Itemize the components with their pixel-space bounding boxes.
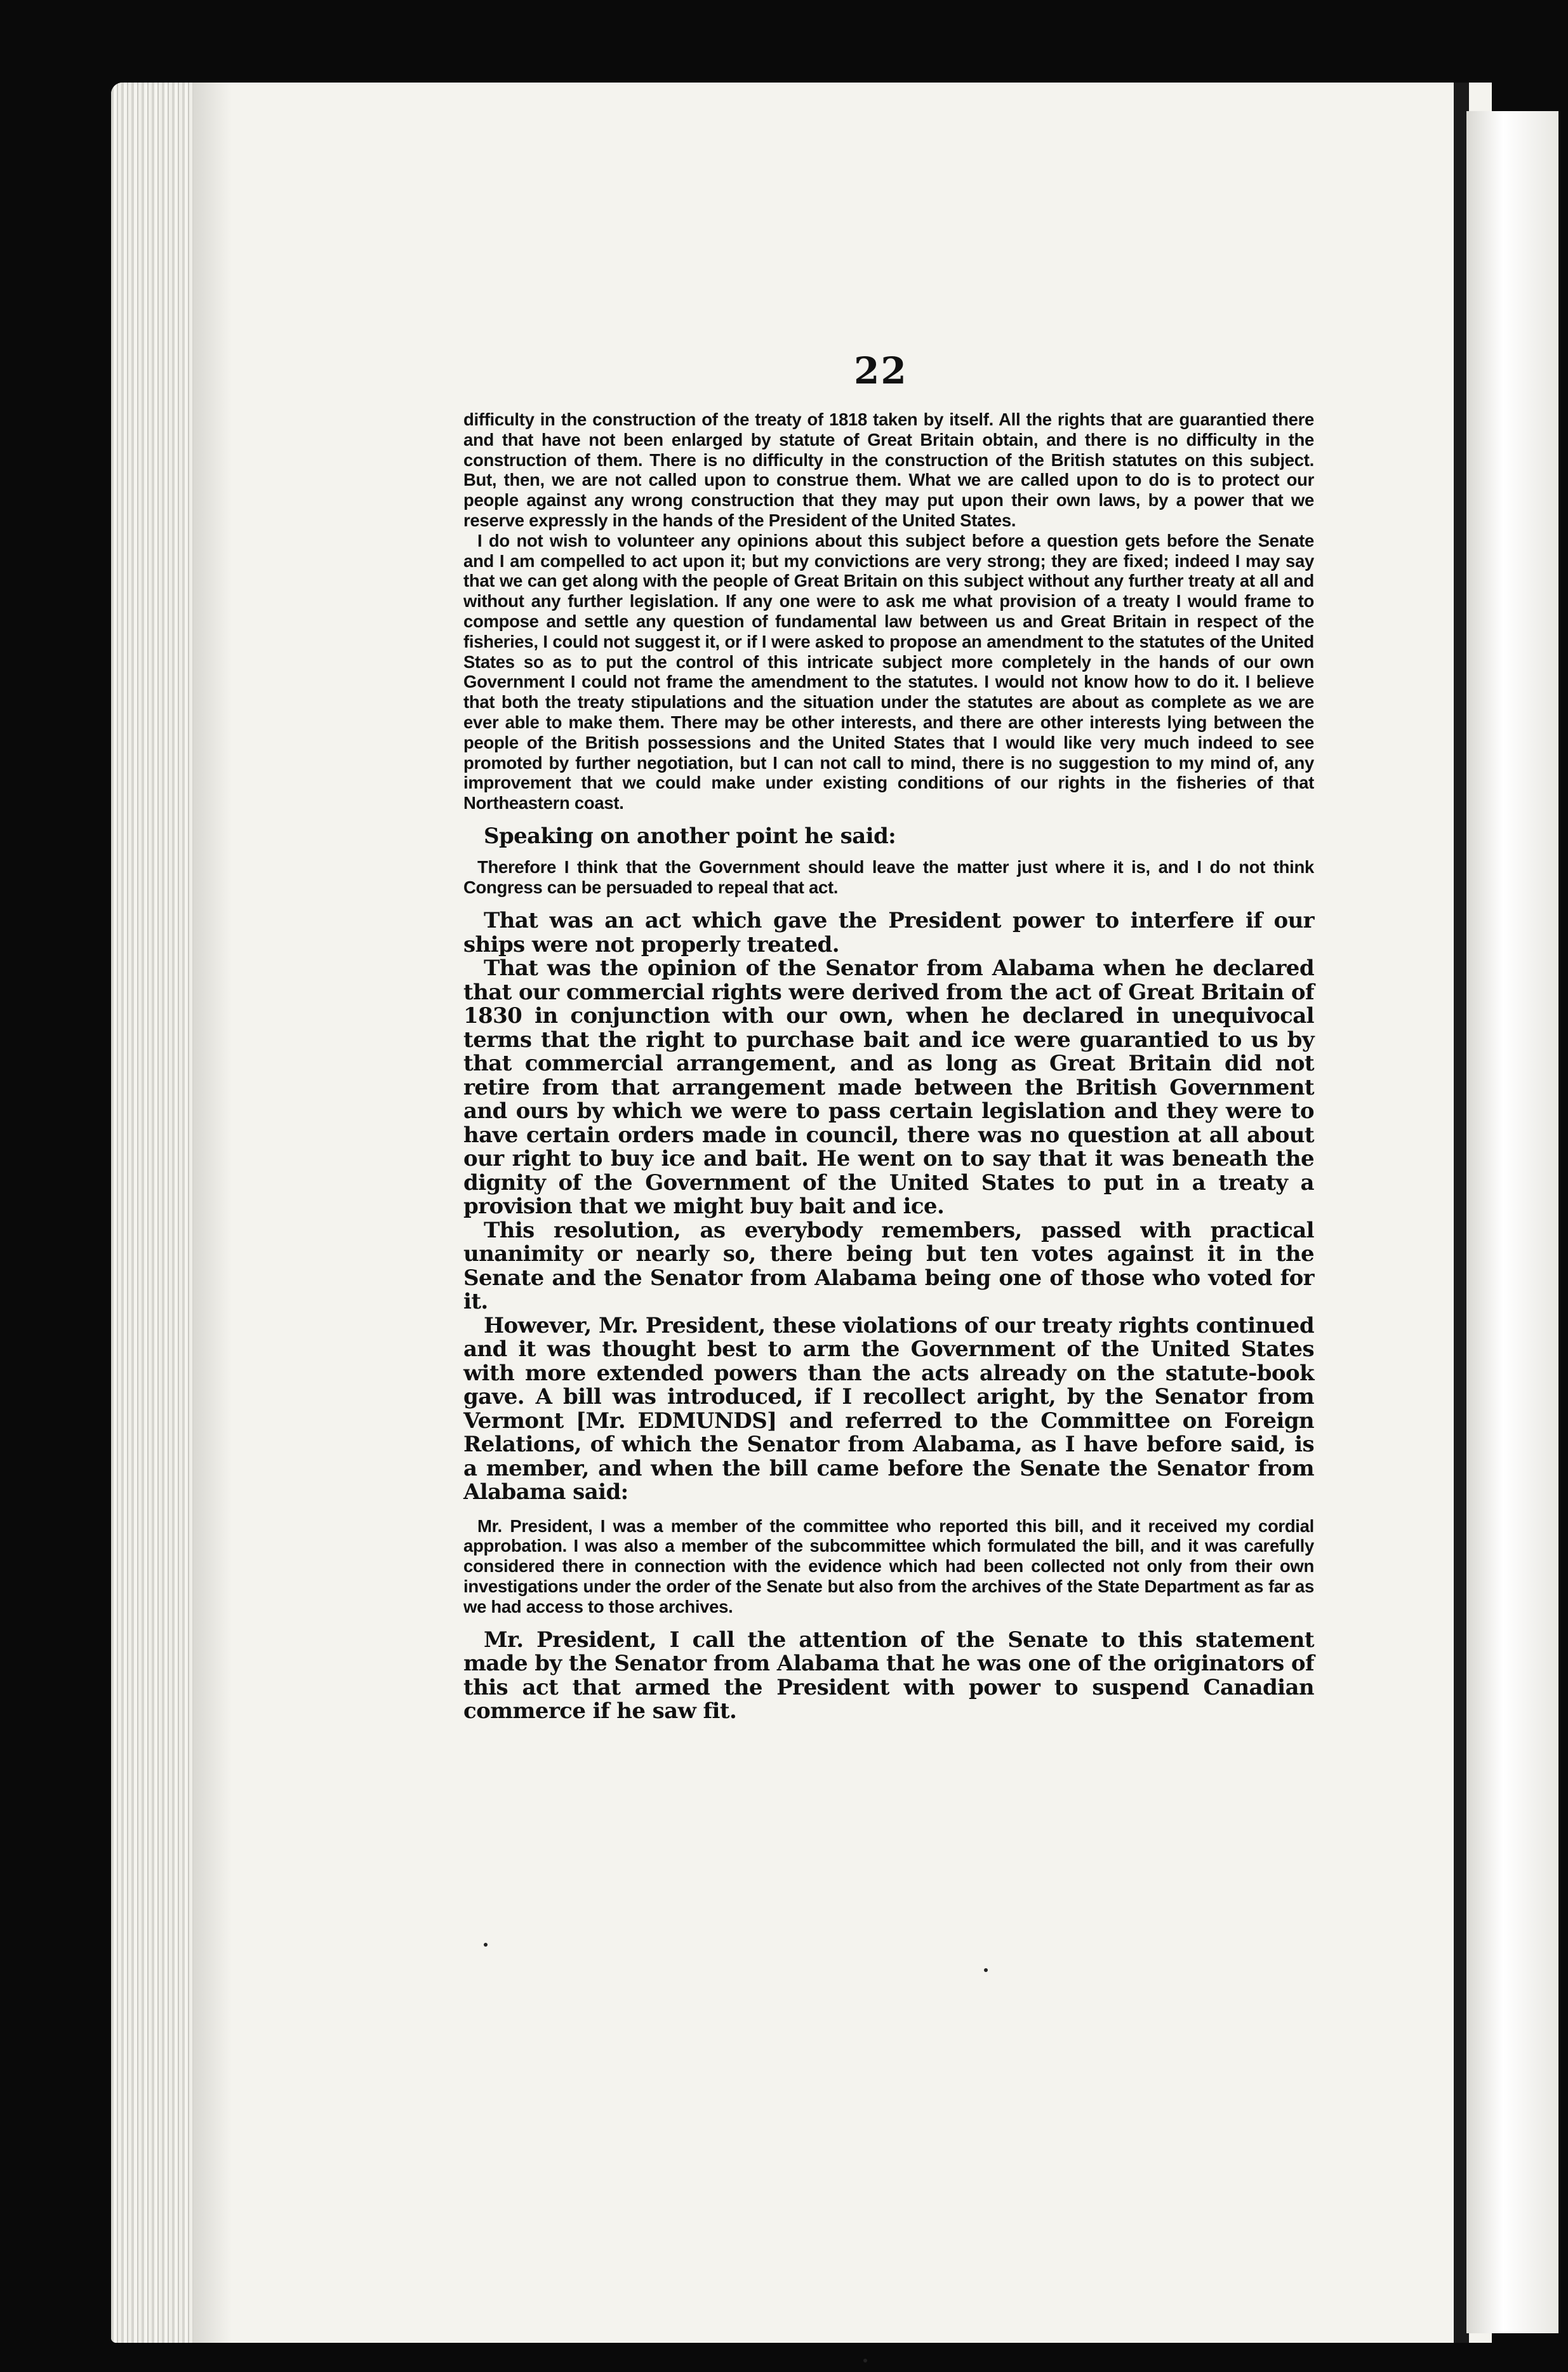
quote-block-1 xyxy=(463,410,1314,813)
speck xyxy=(984,1968,988,1972)
paragraph-2: I do not wish to volunteer any opinions about this subject before a question gets before the Senate and I am compelled to act upon it; but my convictions are very strong; they are fixed; indeed I may say that we can get along with the people of Great Britain on this subject without any further treaty at all and without any further legislation. If any one were to ask me what provision of a treaty I would frame to compose and settle any question of fundamental law between us and Great Britain in respect of the fisheries, I could not suggest it, or if I were asked to propose an amendment to the statutes of the United States so as to put the control of this intricate subject more completely in the hands of our own Government I could not frame the amendment to the statutes. I would not know how to do it. I believe that both the treaty stipulations and the situation under the statutes are about as complete as we are ever able to make them. There may be other interests, and there are other interests lying between the people of the British possessions and the United States that I would like very much indeed to see promoted by further negotiation, but I can not call to mind, there is no suggestion to my mind of, any improvement that we could make under existing conditions of our rights in the fisheries of that Northeastern coast. xyxy=(463,530,1314,813)
paragraph-10: Mr. President, I call the attention of the Senate to this statement made by the Senator from Alabama that he was one of the originators of this act that armed the President with power to suspend Canadian commerce if he saw fit. xyxy=(463,1627,1314,1724)
paragraph-5: That was an act which gave the President power to interfere if our ships were not properly treated. xyxy=(463,908,1314,957)
page-text xyxy=(463,410,1314,1724)
book-page-edges-overlay xyxy=(111,83,194,2343)
page-edge-shadow xyxy=(194,83,232,2343)
quote-block-2 xyxy=(463,857,1314,898)
paragraph-7: This resolution, as everybody remembers, passed with practical unanimity or nearly so, there being but ten votes against it in the Senate and the Senator from Alabama being one of those who voted for it. xyxy=(463,1217,1314,1315)
speck xyxy=(863,2359,867,2362)
paragraph-6: That was the opinion of the Senator from Alabama when he declared that our commercial rights were derived from the act of Great Britain of 1830 in conjunction with our own, when he declared in unequivocal terms that the right to purchase bait and ice were guarantied to us by that commercial arrangement, and as long as Great Britain did not retire from that arrangement made between the British Government and ours by which we were to pass certain legislation and they were to have certain orders made in council, there was no question at all about our right to buy ice and bait. He went on to say that it was beneath the dignity of the Government of the United States to put in a treaty a provision that we might buy bait and ice. xyxy=(463,956,1314,1220)
speck xyxy=(484,1943,488,1947)
facing-page-edge xyxy=(1466,111,1558,2333)
paragraph-8: However, Mr. President, these violations of our treaty rights continued and it was thought best to arm the Government of the United States with more extended powers than the acts already on the statute-book gave. A bill was introduced, if I recollect aright, by the Senator from Vermont [Mr. EDMUNDS] and referred to the Committee on Foreign Relations, of which the Senator from Alabama, as I have before said, is a member, and when the bill came before the Senate the Senator from Alabama said: xyxy=(463,1312,1314,1505)
page-number: 22 xyxy=(854,349,908,392)
paragraph-9: Mr. President, I was a member of the committee who reported this bill, and it received my cordial approbation. I was also a member of the subcommittee which formulated the bill, and it was carefully considered there in connection with the evidence which had been collected not only from their own investigations under the order of the Senate but also from the archives of the State Department as far as we had access to those archives. xyxy=(463,1516,1314,1616)
paragraph-1: difficulty in the construction of the treaty of 1818 taken by itself. All the rights that are guarantied there and that have not been enlarged by statute of Great Britain obtain, and there is no difficulty in the construction of them. There is no difficulty in the construction of the British statutes on this subject. But, then, we are not called upon to construe them. What we are called upon to do is to protect our people against any wrong construction that they may put upon their own laws, by a power that we reserve expressly in the hands of the President of the United States. xyxy=(463,410,1314,530)
paragraph-4: Therefore I think that the Government should leave the matter just where it is, and I do not think Congress can be persuaded to repeal that act. xyxy=(463,857,1314,898)
paragraph-3: Speaking on another point he said: xyxy=(484,823,896,849)
quote-block-3 xyxy=(463,1516,1314,1617)
